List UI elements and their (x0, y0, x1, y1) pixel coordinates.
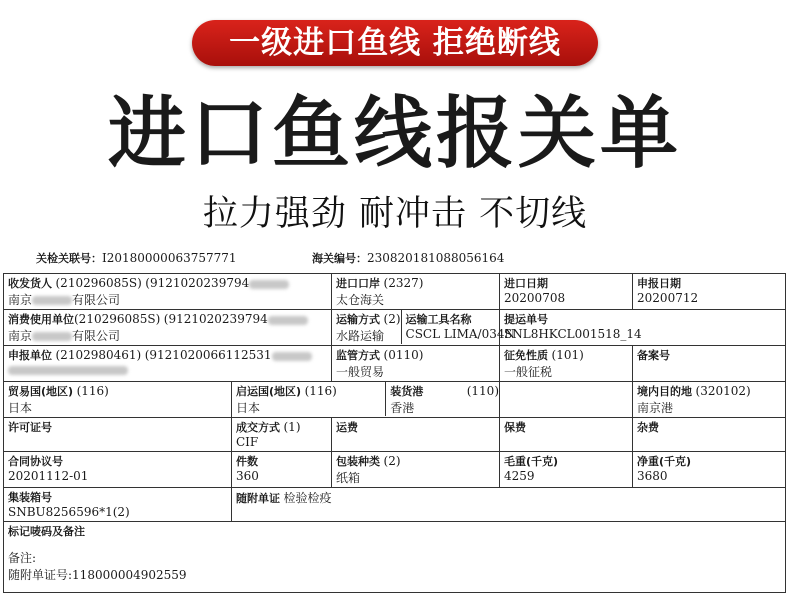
pieces-label: 件数 (236, 455, 258, 468)
consumer-label: 消费使用单位 (8, 313, 74, 326)
destination-code: (320102) (695, 384, 751, 398)
package-cell (332, 452, 500, 488)
declare-date-cell (633, 274, 786, 310)
consumer-name-suffix: 有限公司 (72, 329, 121, 343)
customs-number-value: 230820181088056164 (367, 251, 505, 265)
trade-country-value: 日本 (8, 401, 33, 415)
import-date-cell (500, 274, 633, 310)
deal-mode-value: CIF (236, 435, 259, 449)
customs-declaration-form (0, 244, 790, 596)
transport-mode-code: (2) (383, 312, 401, 326)
supervision-label: 监管方式 (336, 349, 381, 362)
supervision-cell (332, 346, 500, 382)
vehicle-label: 运输工具名称 (405, 313, 472, 326)
customs-number-label: 海关编号： (312, 252, 367, 265)
inspection-number (36, 250, 237, 266)
table-row (4, 452, 786, 488)
bill-value: SNL8HKCL001518_14 (504, 327, 642, 341)
insurance-cell (500, 418, 633, 452)
destination-label: 境内目的地 (637, 385, 693, 398)
declare-date-value: 20200712 (637, 291, 699, 305)
consignee-name-suffix: 有限公司 (72, 293, 121, 307)
deal-mode-label: 成交方式 (236, 421, 280, 434)
trade-country-code: (116) (76, 384, 109, 398)
remark-label: 备注: (8, 551, 37, 565)
declarant-cell (4, 346, 332, 382)
net-weight-cell (633, 452, 786, 488)
levy-cell (500, 346, 633, 382)
consumer-name-prefix: 南京 (8, 329, 33, 343)
origin-country-cell (232, 382, 500, 418)
port-code: (2327) (383, 276, 424, 290)
trade-country-label: 贸易国(地区) (8, 385, 74, 398)
deal-mode-cell (232, 418, 332, 452)
consignee-label: 收发货人 (8, 277, 52, 290)
declaration-table (3, 273, 786, 593)
destination-cell (633, 382, 786, 418)
levy-value: 一般征税 (504, 365, 553, 379)
transport-mode-value: 水路运输 (336, 329, 385, 343)
misc-cell (633, 418, 786, 452)
redaction (8, 366, 128, 375)
declarant-credit: (9121020066112531 (144, 348, 272, 362)
record-cell (633, 346, 786, 382)
contract-label: 合同协议号 (8, 455, 63, 468)
net-weight-value: 3680 (637, 469, 668, 483)
inspection-number-label: 关检关联号： (36, 252, 102, 265)
cert-label: 随附单证号: (8, 568, 73, 582)
license-label: 许可证号 (8, 421, 52, 434)
table-row (4, 274, 786, 310)
insurance-label: 保费 (504, 421, 527, 434)
vehicle-value: CSCL LIMA/034N (405, 327, 515, 341)
declarant-label: 申报单位 (8, 349, 52, 362)
port-value: 太仓海关 (336, 293, 385, 307)
redaction (249, 280, 289, 289)
redaction (32, 296, 72, 305)
container-value: SNBU8256596*1(2) (8, 505, 130, 519)
levy-label: 征免性质 (504, 349, 549, 362)
table-row (4, 310, 786, 346)
package-value: 纸箱 (336, 471, 361, 485)
import-date-label: 进口日期 (504, 277, 549, 290)
loading-port-code: (110) (466, 384, 500, 398)
table-row (4, 346, 786, 382)
package-label: 包装种类 (336, 455, 381, 468)
consignee-name-prefix: 南京 (8, 293, 33, 307)
table-row (4, 522, 786, 593)
consignee-code: (210296085S) (55, 276, 142, 290)
freight-label: 运费 (336, 421, 359, 434)
container-cell (4, 488, 232, 522)
misc-label: 杂费 (637, 421, 660, 434)
table-row (4, 382, 786, 418)
consumer-credit: (9121020239794 (163, 312, 268, 326)
levy-code: (101) (551, 348, 584, 362)
pieces-value: 360 (236, 469, 259, 483)
header-banner: 一级进口鱼线 拒绝断线 (192, 20, 598, 66)
page-subtitle: 拉力强劲 耐冲击 不切线 (202, 194, 588, 234)
inspection-number-value: I20180000063757771 (102, 251, 237, 265)
gross-weight-value: 4259 (504, 469, 535, 483)
gross-weight-cell (500, 452, 633, 488)
origin-country-code: (116) (304, 384, 337, 398)
net-weight-label: 净重(千克) (637, 455, 692, 468)
consumer-cell (4, 310, 332, 346)
customs-number (312, 250, 504, 266)
contract-cell (4, 452, 232, 488)
trade-country-cell (4, 382, 232, 418)
consumer-code: (210296085S) (74, 312, 161, 326)
declarant-code: (2102980461) (55, 348, 142, 362)
transport-mode-cell (332, 310, 515, 346)
marks-label: 标记唛码及备注 (8, 525, 85, 538)
docs-label: 随附单证 (236, 492, 280, 505)
destination-cell (500, 382, 633, 418)
deal-mode-code: (1) (283, 420, 301, 434)
import-date-value: 20200708 (504, 291, 566, 305)
supervision-value: 一般贸易 (336, 365, 385, 379)
port-label: 进口口岸 (336, 277, 381, 290)
table-row (4, 488, 786, 522)
docs-value: 检验检疫 (283, 491, 332, 505)
gross-weight-label: 毛重(千克) (504, 455, 559, 468)
consignee-credit: (9121020239794 (145, 276, 250, 290)
table-row (4, 418, 786, 452)
bill-label: 提运单号 (504, 313, 549, 326)
marks-cell (4, 522, 786, 593)
redaction (32, 332, 72, 341)
cert-value: 118000004902559 (72, 568, 187, 582)
port-cell (332, 274, 500, 310)
redaction (272, 352, 312, 361)
destination-value: 南京港 (637, 401, 674, 415)
loading-port-label: 装货港 (390, 385, 424, 398)
container-label: 集装箱号 (8, 491, 52, 504)
pieces-cell (232, 452, 332, 488)
redaction (268, 316, 308, 325)
consignee-cell (4, 274, 332, 310)
license-cell (4, 418, 232, 452)
record-label: 备案号 (637, 349, 671, 362)
supervision-code: (0110) (383, 348, 424, 362)
origin-country-label: 启运国(地区) (236, 385, 302, 398)
loading-port-value: 香港 (390, 401, 415, 415)
docs-cell (232, 488, 786, 522)
bill-cell (500, 310, 786, 346)
declare-date-label: 申报日期 (637, 277, 682, 290)
page-title: 进口鱼线报关单 (107, 89, 682, 179)
transport-mode-label: 运输方式 (336, 313, 381, 326)
origin-country-value: 日本 (236, 401, 261, 415)
contract-value: 20201112-01 (8, 469, 89, 483)
freight-cell (332, 418, 500, 452)
package-code: (2) (383, 454, 401, 468)
